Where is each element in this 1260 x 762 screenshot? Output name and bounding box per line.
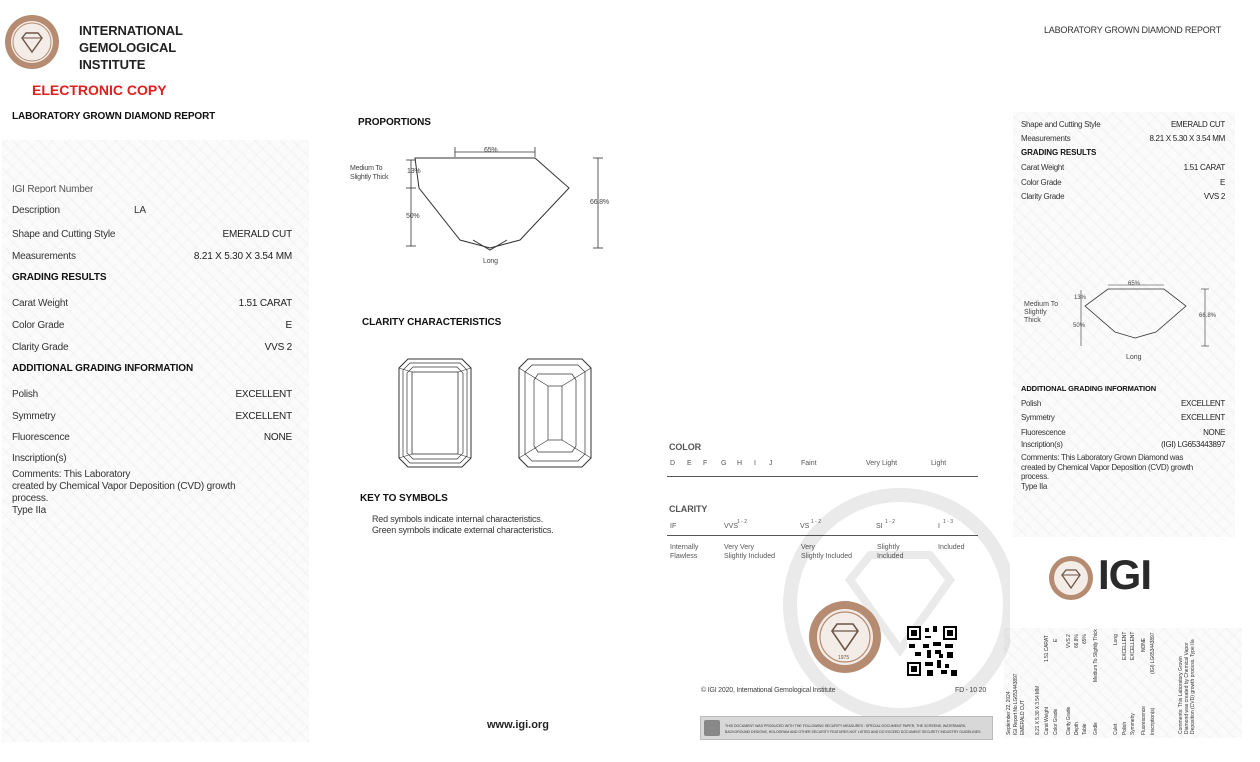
right-fluorescence-label: Fluorescence: [1021, 428, 1066, 437]
clarity-plot-crown: [398, 358, 472, 468]
clarity-desc-vvs-1: Very Very: [724, 544, 754, 551]
symmetry-label: Symmetry: [12, 411, 56, 422]
shape-value: EMERALD CUT: [222, 229, 292, 240]
right-fluorescence-row: [1021, 428, 1225, 440]
fluorescence-row: [12, 432, 292, 446]
comments-line-3: process.: [12, 493, 49, 504]
right-symmetry-label: Symmetry: [1021, 413, 1055, 422]
org-name-line3: INSTITUTE: [79, 57, 146, 72]
proportions-pavilion-pct: 50%: [406, 213, 420, 220]
fluorescence-label: Fluorescence: [12, 432, 70, 443]
clarity-sup-i: 1 - 3: [943, 519, 954, 525]
girdle-line-2: Slightly Thick: [350, 174, 389, 181]
clarity-desc-if-2: Flawless: [670, 553, 698, 560]
stub-report-no: IGI Report No LG653443897: [1013, 673, 1019, 735]
report-number-label: IGI Report Number: [12, 184, 94, 193]
comments-line-4: Type IIa: [12, 505, 46, 516]
stub-label-depth: Depth: [1074, 722, 1080, 735]
color-value: E: [285, 320, 292, 331]
stub-comments: [1178, 638, 1202, 734]
stub-value-depth: 66.8%: [1074, 634, 1080, 648]
stub-value-inscription: (IGI) LG653443897: [1150, 632, 1156, 674]
additional-info-heading: ADDITIONAL GRADING INFORMATION: [12, 363, 194, 374]
color-label: Color Grade: [12, 320, 65, 331]
stub-label-color: Color Grade: [1053, 708, 1059, 735]
proportions-crown-pct: 13%: [407, 168, 421, 175]
measurements-row: [12, 251, 292, 265]
right-symmetry-row: [1021, 413, 1225, 425]
shape-row: [12, 229, 292, 243]
right-color-value: E: [1219, 178, 1225, 187]
right-comments-block: [1021, 453, 1235, 491]
right-shape-value: EMERALD CUT: [1170, 120, 1225, 129]
carat-value: 1.51 CARAT: [238, 298, 292, 309]
right-proportions-culet: Long: [1126, 354, 1142, 361]
description-row: [12, 205, 292, 219]
stub-value-fluorescence: NONE: [1141, 637, 1147, 652]
clarity-desc-i: Included: [938, 544, 965, 551]
right-symmetry-value: EXCELLENT: [1181, 413, 1225, 422]
measurements-label: Measurements: [12, 251, 76, 262]
right-clarity-label: Clarity Grade: [1021, 192, 1065, 201]
stub-value-color: E: [1053, 638, 1059, 642]
right-polish-label: Polish: [1021, 399, 1041, 408]
color-light: Light: [931, 460, 947, 467]
stub-value-table: 65%: [1082, 634, 1088, 644]
right-color-label: Color Grade: [1021, 178, 1062, 187]
security-lock-icon: [704, 720, 720, 736]
proportions-heading: PROPORTIONS: [358, 117, 431, 128]
security-text: [725, 723, 990, 735]
igi-seal-logo: [4, 14, 60, 70]
proportions-girdle: [350, 164, 388, 182]
key-to-symbols-text: [372, 514, 553, 536]
copyright-text: © IGI 2020, International Gemological Institute: [701, 687, 836, 694]
description-value: LA: [134, 205, 146, 216]
right-igi-logo-text: IGI: [1098, 551, 1152, 598]
right-grading-results-heading: GRADING RESULTS: [1021, 148, 1097, 157]
stub-value-clarity: VVS 2: [1066, 634, 1072, 648]
right-proportions-girdle: [1024, 301, 1058, 325]
right-shape-row: [1021, 120, 1225, 132]
grading-results-heading: GRADING RESULTS: [12, 272, 107, 283]
right-inscription-row: [1021, 440, 1225, 452]
symmetry-row: [12, 411, 292, 425]
clarity-desc-vs-1: Very: [801, 544, 816, 551]
gemological-seal: [808, 600, 882, 674]
clarity-plot-pavilion: [518, 358, 592, 468]
stub-label-inscription: Inscription(s): [1150, 707, 1156, 735]
clarity-desc-vs-2: Slightly Included: [801, 553, 852, 560]
right-carat-value: 1.51 CARAT: [1183, 163, 1225, 172]
qr-code[interactable]: [907, 626, 957, 676]
clarity-sup-si: 1 - 2: [885, 519, 896, 525]
right-polish-row: [1021, 399, 1225, 411]
polish-label: Polish: [12, 389, 39, 400]
right-inscription-label: Inscription(s): [1021, 440, 1063, 449]
electronic-copy-label: ELECTRONIC COPY: [32, 82, 167, 98]
seal-year: 1975: [838, 655, 850, 661]
clarity-grade-si: SI: [876, 523, 883, 530]
right-measurements-label: Measurements: [1021, 134, 1071, 143]
right-color-row: [1021, 178, 1225, 190]
right-polish-value: EXCELLENT: [1181, 399, 1225, 408]
clarity-grade-if: IF: [670, 523, 677, 530]
right-shape-label: Shape and Cutting Style: [1021, 120, 1101, 129]
key-line-green: Green symbols indicate external characteristics.: [372, 525, 554, 535]
clarity-sup-vvs: 1 - 2: [737, 519, 748, 525]
stub-label-carat: Carat Weight: [1044, 707, 1050, 735]
comments-line-1: Comments: This Laboratory: [12, 469, 131, 480]
right-carat-row: [1021, 163, 1225, 175]
stub-comments-text: Comments: This Laboratory Grown Diamond was created by Chemical Vapor Deposition (CVD) growth process. Type IIa: [1178, 639, 1196, 734]
stub-label-girdle: Girdle: [1093, 722, 1099, 735]
polish-value: EXCELLENT: [235, 389, 292, 400]
clarity-desc-if-1: Internally: [670, 544, 699, 551]
stub-label-polish: Polish: [1122, 721, 1128, 735]
right-clarity-row: [1021, 192, 1225, 204]
color-grade-f: F: [703, 460, 708, 467]
right-proportions-table-pct: 65%: [1128, 281, 1141, 287]
proportions-depth-pct: 66.8%: [590, 199, 609, 206]
clarity-grade-vs: VS: [800, 523, 810, 530]
org-name-line1: INTERNATIONAL: [79, 23, 183, 38]
clarity-desc-si-2: Included: [877, 553, 904, 560]
stub-date: September 22, 2024: [1006, 691, 1012, 735]
measurements-value: 8.21 X 5.30 X 3.54 MM: [193, 251, 292, 262]
color-grade-d: D: [670, 460, 676, 467]
right-comments-line-4: Type IIa: [1021, 481, 1048, 491]
proportions-diagram: [345, 140, 625, 270]
color-grade-g: G: [721, 460, 727, 467]
color-grade-i: I: [754, 460, 756, 467]
right-carat-label: Carat Weight: [1021, 163, 1064, 172]
clarity-desc-si-1: Slightly: [877, 544, 900, 551]
color-grade-e: E: [687, 460, 692, 467]
fluorescence-value: NONE: [263, 432, 292, 443]
right-proportions-depth-pct: 66.8%: [1199, 313, 1217, 319]
right-girdle-line-1: Medium To: [1024, 301, 1059, 308]
proportions-table-pct: 65%: [484, 147, 498, 154]
clarity-value: VVS 2: [264, 342, 292, 353]
right-proportions-pavilion-pct: 50%: [1073, 323, 1086, 329]
key-to-symbols-heading: KEY TO SYMBOLS: [360, 493, 448, 504]
polish-row: [12, 389, 292, 403]
right-comments-line-3: process.: [1021, 472, 1049, 481]
clarity-grade-i: I: [938, 523, 940, 530]
clarity-desc-vvs-2: Slightly Included: [724, 553, 775, 560]
report-title: LABORATORY GROWN DIAMOND REPORT: [12, 111, 216, 122]
clarity-row: [12, 342, 292, 356]
org-name-line2: GEMOLOGICAL: [79, 40, 177, 55]
right-igi-seal-icon: [1048, 555, 1094, 601]
symmetry-value: EXCELLENT: [235, 411, 292, 422]
color-row: [12, 320, 292, 334]
inscription-label: Inscription(s): [12, 453, 67, 464]
stub-measurements: 8.21 X 5.30 X 3.54 MM: [1035, 685, 1041, 735]
color-very-light: Very Light: [866, 460, 898, 467]
right-clarity-value: VVS 2: [1203, 192, 1225, 201]
key-line-red: Red symbols indicate internal characteristics.: [372, 514, 543, 524]
stub-value-girdle: Medium To Slightly Thick: [1093, 629, 1099, 682]
right-report-title: LABORATORY GROWN DIAMOND REPORT: [1044, 25, 1221, 35]
clarity-sup-vs: 1 - 2: [811, 519, 822, 525]
right-girdle-line-2: Slightly: [1024, 309, 1047, 316]
right-measurements-value: 8.21 X 5.30 X 3.54 MM: [1149, 134, 1225, 143]
stub-label-clarity: Clarity Grade: [1066, 706, 1072, 735]
clarity-scale-heading: CLARITY: [669, 504, 708, 514]
security-line-1: THIS DOCUMENT WAS PRODUCED WITH THE FOLLOWING SECURITY MEASURES : SPECIAL DOCUMENT PAPER, THE SCREENS, WATERMARK,: [725, 724, 967, 728]
watermark-seal: [770, 470, 1010, 720]
right-measurements-row: [1021, 134, 1225, 146]
stub-label-table: Table: [1082, 723, 1088, 735]
stub-label-fluorescence: Fluorescence: [1141, 706, 1147, 735]
stub-shape: EMERALD CUT: [1020, 700, 1026, 735]
stub-label-symmetry: Symmetry: [1130, 713, 1136, 735]
clarity-desc-if: [670, 543, 698, 561]
clarity-characteristics-heading: CLARITY CHARACTERISTICS: [362, 317, 502, 328]
stub-value-symmetry: EXCELLENT: [1130, 631, 1136, 660]
stub-value-polish: EXCELLENT: [1122, 631, 1128, 660]
form-code: FD - 10 20: [955, 687, 987, 694]
color-grade-h: H: [737, 460, 743, 467]
stub-value-carat: 1.51 CARAT: [1044, 635, 1050, 662]
comments-line-2: created by Chemical Vapor Deposition (CVD) growth: [12, 481, 236, 492]
stub-label-culet: Culet: [1113, 723, 1119, 735]
stub-value-culet: Long: [1113, 634, 1119, 645]
website-link[interactable]: www.igi.org: [487, 719, 549, 731]
comments-block: [12, 469, 302, 517]
security-strip: [700, 716, 993, 740]
right-additional-info-heading: ADDITIONAL GRADING INFORMATION: [1021, 384, 1157, 393]
color-grade-j: J: [769, 460, 773, 467]
color-faint: Faint: [801, 460, 817, 467]
security-line-2: BACKGROUND DESIGNS, HOLOGRAM AND OTHER SECURITY FEATURES NOT LISTED AND DO EXCEED DOCUMENT SECURITY INDUSTRY GUIDELINES.: [725, 730, 982, 734]
carat-row: [12, 298, 292, 312]
inscription-row: [12, 453, 292, 467]
right-proportions-diagram: [1070, 280, 1220, 352]
clarity-grade-vvs: VVS: [724, 523, 739, 530]
clarity-desc-vvs: [724, 543, 775, 561]
proportions-culet: Long: [483, 258, 498, 265]
right-inscription-value: (IGI) LG653443897: [1161, 440, 1225, 449]
carat-label: Carat Weight: [12, 298, 68, 309]
girdle-line-1: Medium To: [350, 165, 383, 172]
right-girdle-line-3: Thick: [1024, 317, 1041, 324]
shape-label: Shape and Cutting Style: [12, 229, 116, 240]
color-scale-heading: COLOR: [669, 442, 701, 452]
right-proportions-crown-pct: 13%: [1074, 295, 1087, 301]
right-comments-line-1: Comments: This Laboratory Grown Diamond was: [1021, 453, 1184, 462]
description-label: Description: [12, 205, 60, 216]
right-comments-line-2: created by Chemical Vapor Deposition (CVD) growth: [1021, 462, 1193, 472]
right-fluorescence-value: NONE: [1203, 428, 1225, 437]
clarity-label: Clarity Grade: [12, 342, 69, 353]
